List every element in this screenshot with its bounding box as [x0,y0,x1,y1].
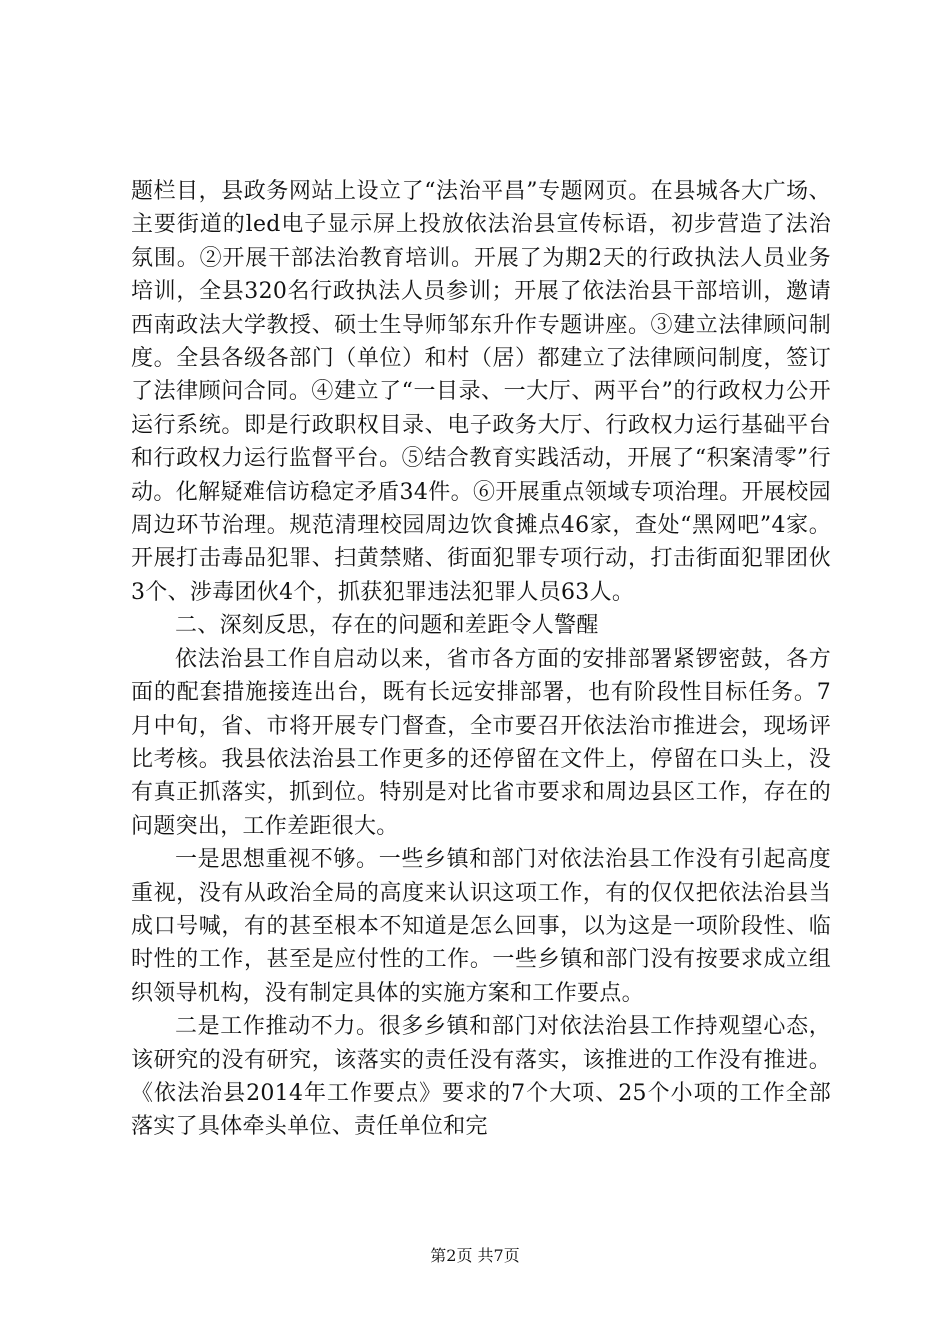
section-heading: 二、深刻反思，存在的问题和差距令人警醒 [175,613,599,639]
page-number-footer: 第2页 共7页 [430,1246,520,1265]
paragraph-1: 题栏目，县政务网站上设立了“法治平昌”专题网页。在县城各大广场、主要街道的led电子显示屏上投放依法治县宣传标语，初步营造了法治氛围。②开展干部法治教育培训。开展了为期2天的行政执法人员业务培训，全县320名行政执法人员参训；开展了依法治县干部培训，邀请西南政法大学教授、硕士生导师邹东升作专题讲座。③建立法律顾问制度。全县各级各部门（单位）和村（居）都建立了法律顾问制度，签订了法律顾问合同。④建立了“一目录、一大厅、两平台”的行政权力公开运行系统。即是行政职权目录、电子政务大厅、行政权力运行基础平台和行政权力运行监督平台。⑤结合教育实践活动，开展了“积案清零”行动。化解疑难信访稳定矛盾34件。⑥开展重点领域专项治理。开展校园周边环节治理。规范清理校园周边饮食摊点46家，查处“黑网吧”4家。开展打击毒品犯罪、扫黄禁赌、街面犯罪专项行动，打击街面犯罪团伙3个、涉毒团伙4个，抓获犯罪违法犯罪人员63人。 [131,179,831,605]
paragraph-3: 一是思想重视不够。一些乡镇和部门对依法治县工作没有引起高度重视，没有从政治全局的高度来认识这项工作，有的仅仅把依法治县当成口号喊，有的甚至根本不知道是怎么回事，以为这是一项阶段性、临时性的工作，甚至是应付性的工作。一些乡镇和部门没有按要求成立组织领导机构，没有制定具体的实施方案和工作要点。 [131,847,831,1006]
paragraph-4: 二是工作推动不力。很多乡镇和部门对依法治县工作持观望心态，该研究的没有研究，该落实的责任没有落实，该推进的工作没有推进。《依法治县2014年工作要点》要求的7个大项、25个小项的工作全部落实了具体牵头单位、责任单位和完 [131,1014,831,1140]
document-body [131,175,831,1144]
paragraph-2: 依法治县工作自启动以来，省市各方面的安排部署紧锣密鼓，各方面的配套措施接连出台，既有长远安排部署，也有阶段性目标任务。7月中旬，省、市将开展专门督查，全市要召开依法治市推进会，现场评比考核。我县依法治县工作更多的还停留在文件上，停留在口头上，没有真正抓落实，抓到位。特别是对比省市要求和周边县区工作，存在的问题突出，工作差距很大。 [131,646,831,839]
